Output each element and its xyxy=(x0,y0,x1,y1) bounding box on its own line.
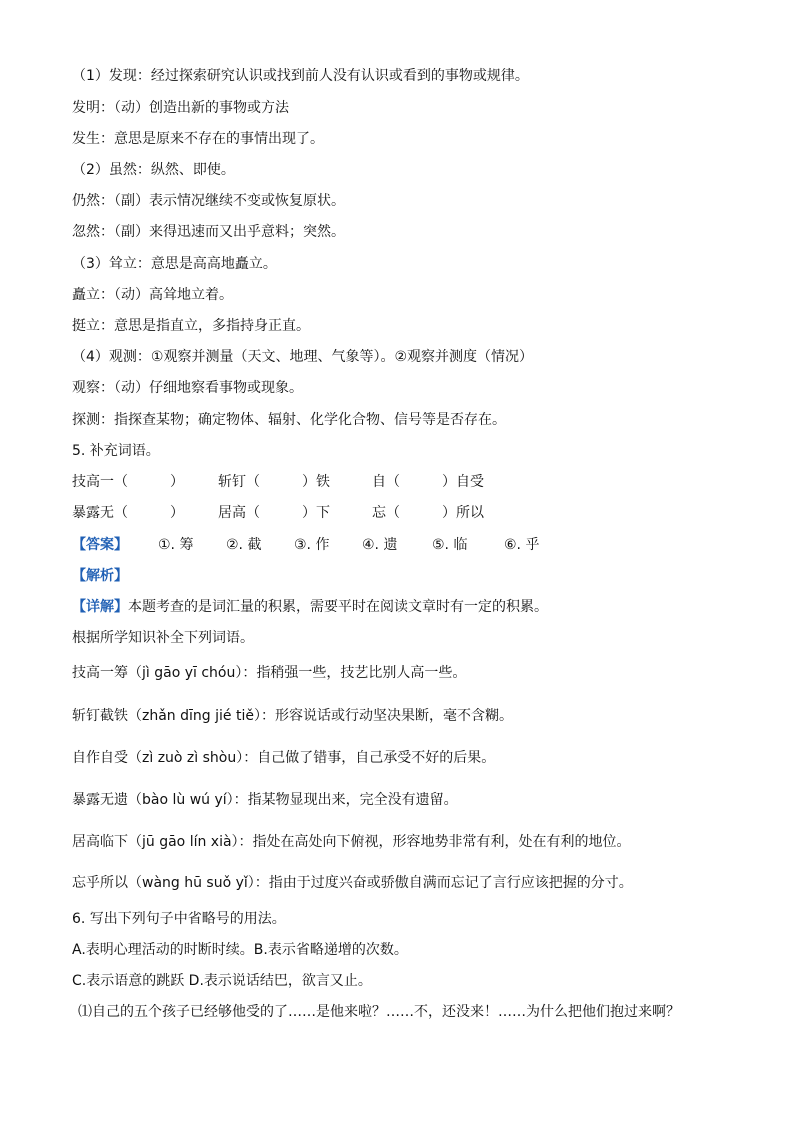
answer-item: ④. 遗 xyxy=(362,537,398,553)
detail-text: 本题考查的是词汇量的积累，需要平时在阅读文章时有一定的积累。 xyxy=(128,599,548,615)
text-line: 发生：意思是原来不存在的事情出现了。 xyxy=(72,131,324,147)
text-line: 发明：（动）创造出新的事物或方法 xyxy=(72,100,289,116)
fill-item: 居高（ ）下 xyxy=(218,505,330,521)
answer-item: ②. 截 xyxy=(226,537,262,553)
answer-item: ①. 筹 xyxy=(158,537,194,553)
definition-line: 忘乎所以（wàng hū suǒ yǐ）：指由于过度兴奋或骄傲自满而忘记了言行应该把握的分寸。 xyxy=(72,875,633,891)
text-line: 挺立：意思是指直立，多指持身正直。 xyxy=(72,318,310,334)
detail-label: 【详解】 xyxy=(72,599,128,615)
answer-item: ③. 作 xyxy=(294,537,330,553)
text-line: 忽然：（副）来得迅速而又出乎意料；突然。 xyxy=(72,224,345,240)
detail-line xyxy=(72,598,548,616)
text-line: 矗立：（动）高耸地立着。 xyxy=(72,287,233,303)
question-title: 5. 补充词语。 xyxy=(72,443,160,459)
text-line: （4）观测：①观察并测量（天文、地理、气象等）。②观察并测度（情况） xyxy=(72,349,534,365)
text-line: （2）虽然：纵然、即使。 xyxy=(72,162,235,178)
analysis-label: 【解析】 xyxy=(72,568,128,584)
option-line: C.表示语意的跳跃 D.表示说话结巴，欲言又止。 xyxy=(72,973,372,989)
intro-line: 根据所学知识补全下列词语。 xyxy=(72,630,254,646)
fill-item: 自（ ）自受 xyxy=(372,474,484,490)
definition-line: 自作自受（zì zuò zì shòu）：自己做了错事，自己承受不好的后果。 xyxy=(72,750,496,766)
option-line: A.表明心理活动的时断时续。B.表示省略递增的次数。 xyxy=(72,942,408,958)
fill-item: 忘（ ）所以 xyxy=(372,505,484,521)
fill-item: 斩钉（ ）铁 xyxy=(218,474,330,490)
text-line: 观察：（动）仔细地察看事物或现象。 xyxy=(72,380,303,396)
answer-label: 【答案】 xyxy=(72,537,128,553)
definition-line: 斩钉截铁（zhǎn dīng jié tiě）：形容说话或行动坚决果断，毫不含糊。 xyxy=(72,708,513,724)
sentence-line: ⑴自己的五个孩子已经够他受的了……是他来啦？……不，还没来！……为什么把他们抱过来啊？ xyxy=(78,1004,680,1020)
text-line: 探测：指探查某物；确定物体、辐射、化学化合物、信号等是否存在。 xyxy=(72,412,506,428)
answer-item: ⑥. 乎 xyxy=(504,537,540,553)
text-line: （3）耸立：意思是高高地矗立。 xyxy=(72,256,277,272)
definition-line: 技高一筹（jì gāo yī chóu）：指稍强一些，技艺比别人高一些。 xyxy=(72,665,467,681)
answer-item: ⑤. 临 xyxy=(432,537,468,553)
text-line: （1）发现：经过探索研究认识或找到前人没有认识或看到的事物或规律。 xyxy=(72,68,529,84)
fill-item: 暴露无（ ） xyxy=(72,505,184,521)
question-title: 6. 写出下列句子中省略号的用法。 xyxy=(72,911,286,927)
definition-line: 暴露无遗（bào lù wú yí）：指某物显现出来，完全没有遗留。 xyxy=(72,792,458,808)
text-line: 仍然：（副）表示情况继续不变或恢复原状。 xyxy=(72,193,345,209)
definition-line: 居高临下（jū gāo lín xià）：指处在高处向下俯视，形容地势非常有利，处在有利的地位。 xyxy=(72,834,631,850)
fill-item: 技高一（ ） xyxy=(72,474,184,490)
